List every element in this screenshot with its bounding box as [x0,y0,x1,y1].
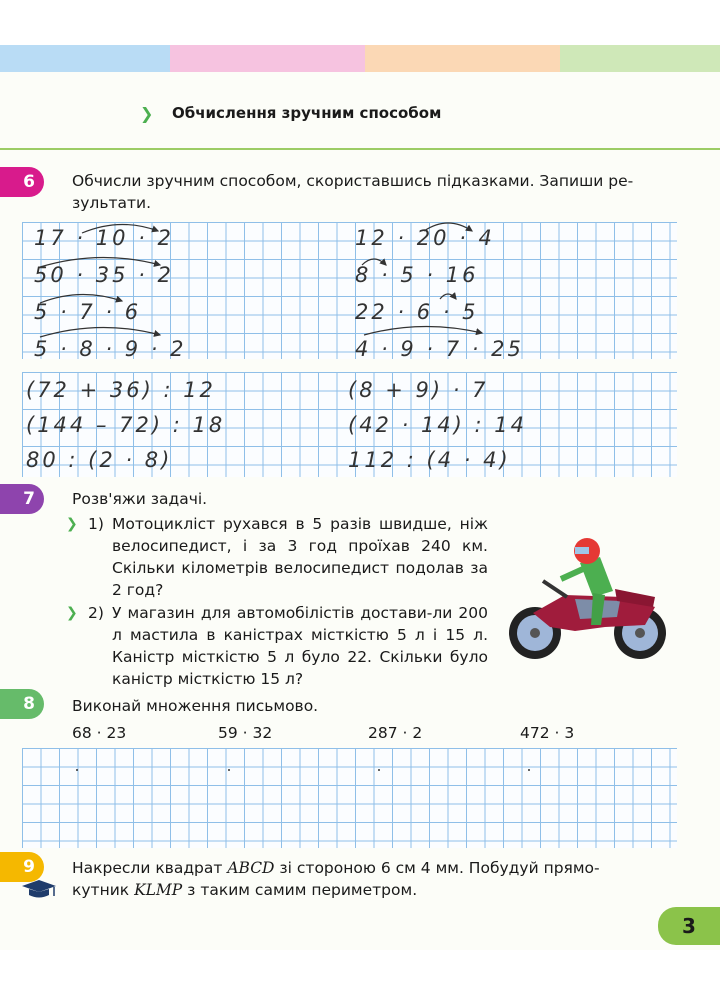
task-9-text-part: Накресли квадрат [72,859,228,877]
task-7-badge: 7 [0,484,44,514]
problem-1-text: Мотоцикліст рухався в 5 разів швидше, ніж велосипедист, і за 3 год проїхав 240 км. Скільки кілометрів велосипедист подолав за 2 год? [112,515,488,599]
problem-1-number: 1) [88,515,104,533]
grid-box-8 [22,748,677,848]
motorcyclist-illustration [505,535,670,665]
hint-arcs-right [352,213,552,348]
multiplication-1: 68 · 23 [72,724,127,742]
handwritten-expression: 5 · 7 · 6 [34,300,142,324]
handwritten-expression: (42 · 14) : 14 [348,413,528,437]
handwritten-expression: 8 · 5 · 16 [355,263,479,287]
chevron-right-icon: ❯ [140,104,154,123]
task-9-text-part: кутник [72,881,135,899]
handwritten-expression: 22 · 6 · 5 [355,300,479,324]
handwritten-expression: 80 : (2 · 8) [26,448,173,472]
handwritten-expression: 17 · 10 · 2 [34,226,174,250]
problem-2-text: У магазин для автомобілістів достави-ли 200 л мастила в каністрах місткістю 5 л і 15 л. Каністр місткістю 5 л було 22. Скільки було каністр місткістю 15 л? [112,604,488,688]
handwritten-expression: 12 · 20 · 4 [355,226,495,250]
chevron-right-icon: ❯ [66,516,78,532]
divider [0,148,720,150]
section-title: Обчислення зручним способом [172,104,442,122]
dot-marker [528,769,530,771]
task-6-text: Обчисли зручним способом, скориставшись підказками. Запиши ре- зультати. [72,172,634,212]
dot-marker [378,769,380,771]
chevron-right-icon: ❯ [66,605,78,621]
task-7-intro: Розв'яжи задачі. [72,490,208,508]
handwritten-expression: (8 + 9) · 7 [348,378,489,402]
handwritten-expression: 5 · 8 · 9 · 2 [34,337,187,361]
handwritten-expression: 112 : (4 · 4) [348,448,511,472]
page-number: 3 [658,907,720,945]
task-9-text-part: з таким самим периметром. [182,881,418,899]
rectangle-name: KLMP [134,881,183,899]
multiplication-2: 59 · 32 [218,724,273,742]
handwritten-expression: (72 + 36) : 12 [26,378,216,402]
handwritten-expression: 4 · 9 · 7 · 25 [355,337,524,361]
dot-marker [228,769,230,771]
handwritten-expression: 50 · 35 · 2 [34,263,174,287]
task-9-badge: 9 [0,852,44,882]
hint-arcs-left [30,213,370,348]
dot-marker [76,769,78,771]
handwritten-expression: (144 – 72) : 18 [26,413,226,437]
task-8-intro: Виконай множення письмово. [72,697,319,715]
problem-2-number: 2) [88,604,104,622]
task-9-text-part: зі стороною 6 см 4 мм. Побудуй прямо- [274,859,600,877]
top-color-bar [0,45,720,72]
graduation-cap-icon [20,878,58,900]
multiplication-4: 472 · 3 [520,724,575,742]
square-name: ABCD [227,859,275,877]
task-8-badge: 8 [0,689,44,719]
task-9-text [72,857,672,901]
task-6-badge: 6 [0,167,44,197]
multiplication-3: 287 · 2 [368,724,423,742]
